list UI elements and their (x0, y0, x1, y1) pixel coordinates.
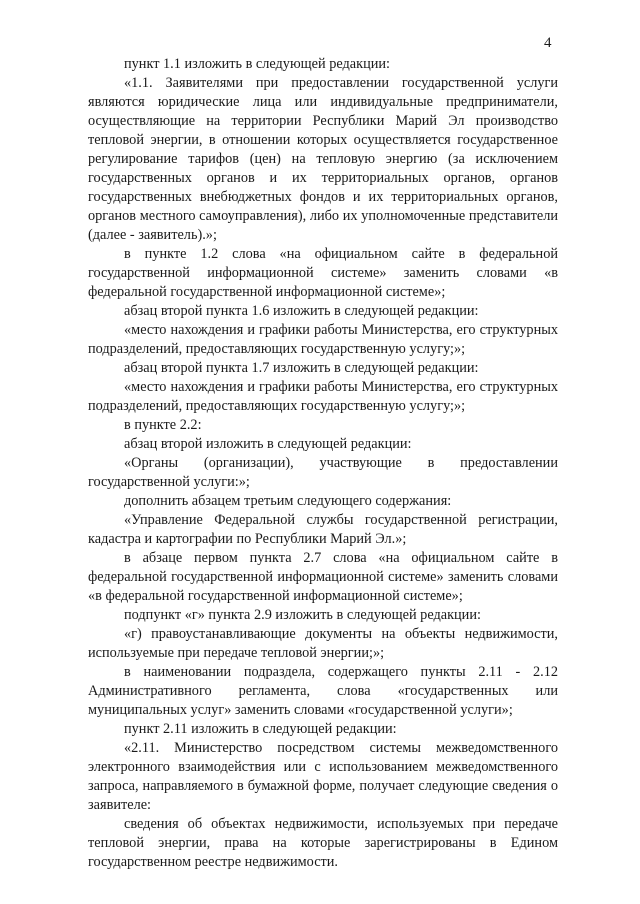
paragraph: абзац второй пункта 1.6 изложить в следующей редакции: (124, 303, 479, 319)
paragraph: дополнить абзацем третьим следующего содержания: (124, 493, 452, 509)
paragraph: «место нахождения и графики работы Министерства, его структурных подразделений, предоставляющих государственную услугу;»; (88, 379, 558, 414)
paragraph: пункт 2.11 изложить в следующей редакции: (124, 721, 397, 737)
paragraph: в наименовании подраздела, содержащего пункты 2.11 - 2.12 Административного регламента, слова «государственных или муниципальных услуг» заменить словами «государственной услуги»; (88, 664, 558, 718)
paragraph: «Управление Федеральной службы государственной регистрации, кадастра и картографии по Республики Марий Эл.»; (88, 512, 558, 547)
paragraph: «1.1. Заявителями при предоставлении государственной услуги являются юридические лица или индивидуальные предприниматели, осуществляющие на территории Республики Марий Эл производство тепловой энергии, в отношении которых осуществляется государственное регулирование тарифов (цен) на тепловую энергию (за исключением государственных органов и их территориальных органов, органов государственных внебюджетных фондов и их территориальных органов, органов местного самоуправления), либо их уполномоченные представители (далее - заявитель).»; (88, 75, 558, 243)
paragraph: в абзаце первом пункта 2.7 слова «на официальном сайте в федеральной государственной информационной системе» заменить словами «в федеральной государственной информационной системе»; (88, 550, 558, 604)
paragraph: абзац второй пункта 1.7 изложить в следующей редакции: (124, 360, 479, 376)
paragraph: «Органы (организации), участвующие в предоставлении государственной услуги:»; (88, 455, 558, 490)
paragraph: «место нахождения и графики работы Министерства, его структурных подразделений, предоставляющих государственную услугу;»; (88, 322, 558, 357)
paragraph: в пункте 1.2 слова «на официальном сайте в федеральной государственной информационной системе» заменить словами «в федеральной государственной информационной системе»; (88, 246, 558, 300)
paragraph: «2.11. Министерство посредством системы межведомственного электронного взаимодействия или с использованием межведомственного запроса, направляемого в бумажной форме, получает следующие сведения о заявителе: (88, 740, 558, 813)
paragraph: подпункт «г» пункта 2.9 изложить в следующей редакции: (124, 607, 481, 623)
page-number: 4 (544, 35, 552, 51)
paragraph: абзац второй изложить в следующей редакции: (124, 436, 412, 452)
paragraph: «г) правоустанавливающие документы на объекты недвижимости, используемые при передаче тепловой энергии;»; (88, 626, 558, 661)
paragraph: сведения об объектах недвижимости, используемых при передаче тепловой энергии, права на которые зарегистрированы в Едином государственном реестре недвижимости. (88, 816, 558, 870)
paragraph: пункт 1.1 изложить в следующей редакции: (124, 56, 391, 72)
paragraph: в пункте 2.2: (124, 417, 202, 433)
document-body (88, 55, 558, 872)
